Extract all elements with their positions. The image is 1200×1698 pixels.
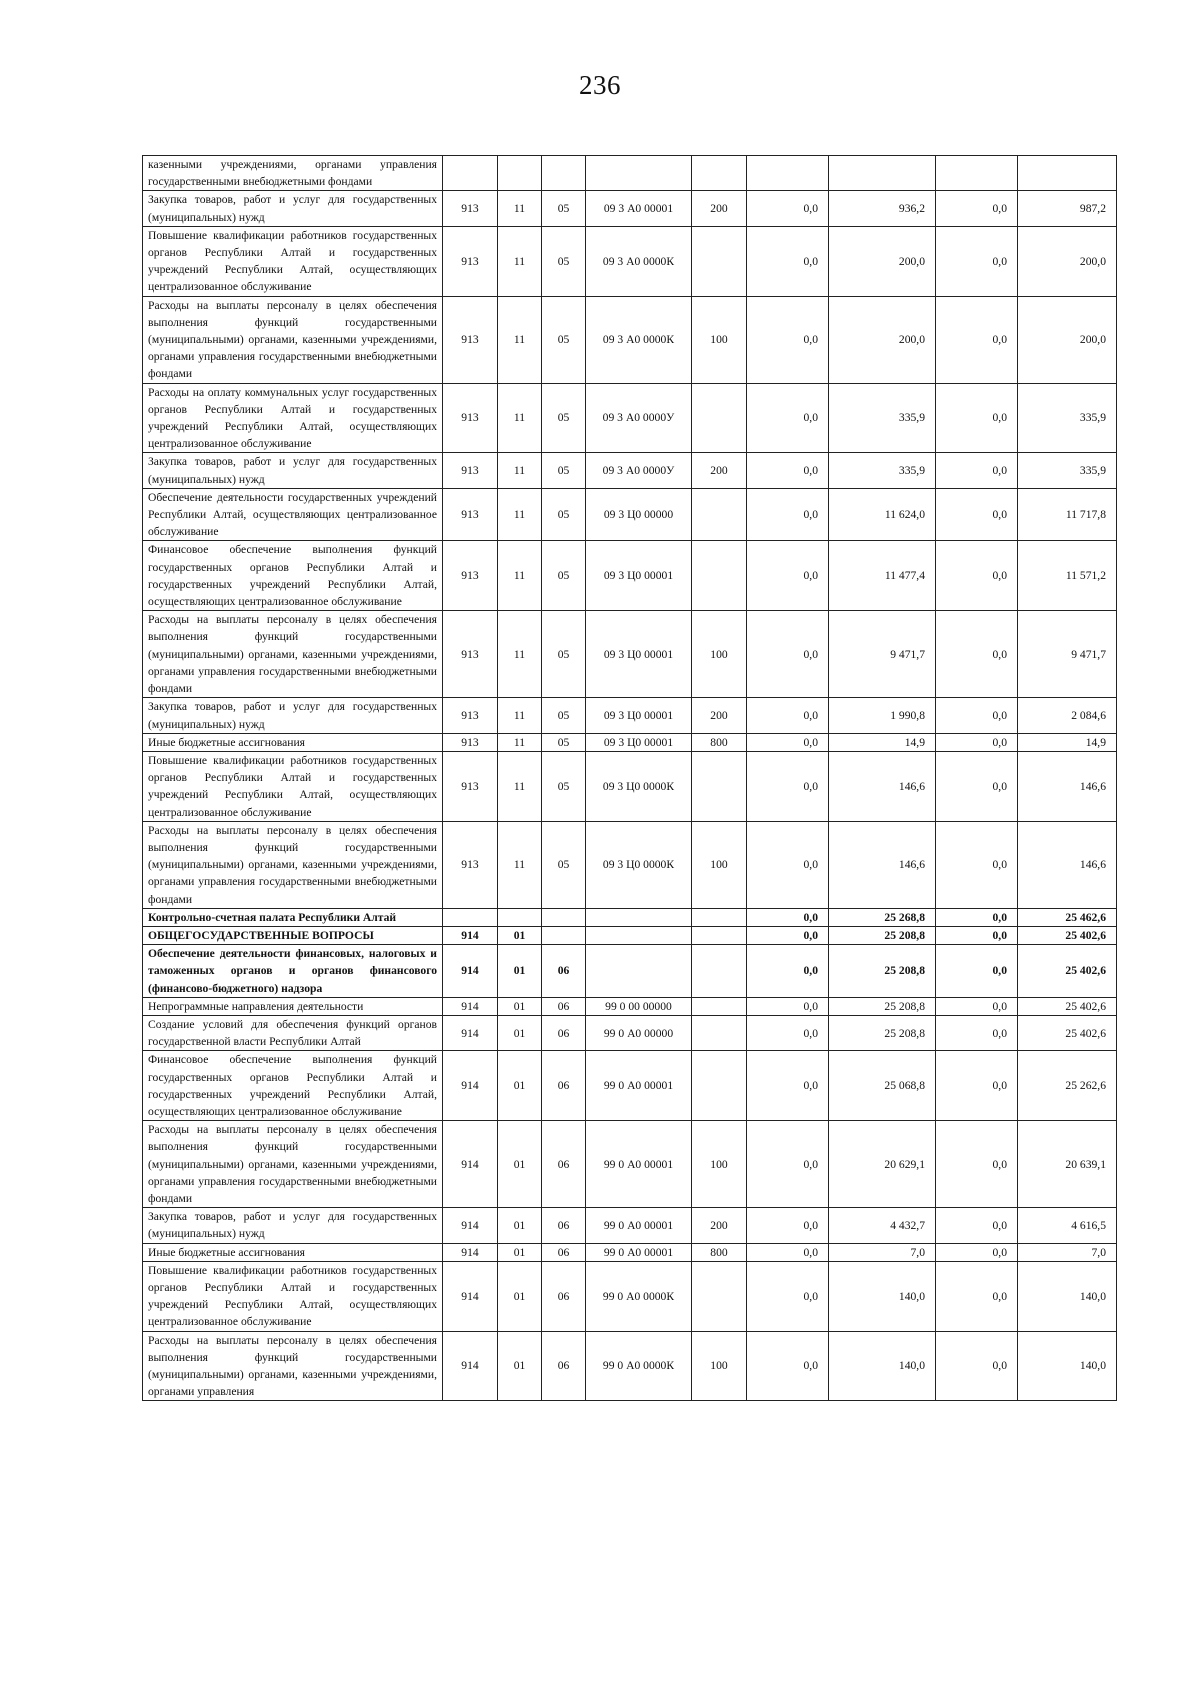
cell-name: Повышение квалификации работников государственных органов Республики Алтай и государственных учреждений Республики Алтай, осуществляющих централизованное обслуживание <box>143 751 443 821</box>
table-row <box>143 1208 1117 1243</box>
cell-name: Контрольно-счетная палата Республики Алтай <box>143 908 443 926</box>
cell-value-3: 0,0 <box>936 926 1018 944</box>
cell-subsection: 05 <box>542 383 586 453</box>
table-row <box>143 611 1117 698</box>
cell-section: 01 <box>498 1121 542 1208</box>
cell-admin-code: 913 <box>443 488 498 541</box>
cell-name: казенными учреждениями, органами управления государственными внебюджетными фондами <box>143 156 443 191</box>
cell-expense-type <box>692 945 747 998</box>
cell-admin-code: 914 <box>443 1331 498 1401</box>
cell-value-4: 200,0 <box>1018 296 1117 383</box>
cell-value-4: 146,6 <box>1018 751 1117 821</box>
cell-subsection: 06 <box>542 1331 586 1401</box>
cell-value-2: 9 471,7 <box>829 611 936 698</box>
cell-subsection <box>542 926 586 944</box>
cell-target-article: 09 3 А0 0000К <box>586 226 692 296</box>
cell-admin-code: 913 <box>443 296 498 383</box>
cell-target-article <box>586 926 692 944</box>
cell-value-1: 0,0 <box>747 733 829 751</box>
cell-target-article: 09 3 Ц0 0000К <box>586 821 692 908</box>
cell-value-3: 0,0 <box>936 751 1018 821</box>
cell-admin-code: 914 <box>443 1051 498 1121</box>
cell-section: 11 <box>498 383 542 453</box>
cell-admin-code: 914 <box>443 997 498 1015</box>
cell-value-2: 20 629,1 <box>829 1121 936 1208</box>
cell-value-2: 936,2 <box>829 191 936 226</box>
table-row <box>143 733 1117 751</box>
cell-target-article: 09 3 А0 0000К <box>586 296 692 383</box>
cell-target-article: 09 3 А0 00001 <box>586 191 692 226</box>
cell-target-article <box>586 156 692 191</box>
cell-expense-type: 800 <box>692 733 747 751</box>
table-row <box>143 191 1117 226</box>
cell-value-4: 14,9 <box>1018 733 1117 751</box>
cell-name: Расходы на выплаты персоналу в целях обеспечения выполнения функций государственными (муниципальными) органами, казенными учреждениями, органами управления государственными внебюджетными фондами <box>143 821 443 908</box>
cell-value-2: 25 068,8 <box>829 1051 936 1121</box>
cell-value-1: 0,0 <box>747 1121 829 1208</box>
cell-value-4: 140,0 <box>1018 1261 1117 1331</box>
cell-admin-code: 913 <box>443 698 498 733</box>
cell-value-4: 20 639,1 <box>1018 1121 1117 1208</box>
cell-value-4: 25 402,6 <box>1018 1015 1117 1050</box>
cell-section: 11 <box>498 488 542 541</box>
cell-value-4: 25 462,6 <box>1018 908 1117 926</box>
cell-value-3: 0,0 <box>936 541 1018 611</box>
cell-admin-code: 914 <box>443 1015 498 1050</box>
cell-value-3: 0,0 <box>936 226 1018 296</box>
cell-section: 01 <box>498 1051 542 1121</box>
cell-target-article: 99 0 А0 0000К <box>586 1331 692 1401</box>
cell-value-1: 0,0 <box>747 1331 829 1401</box>
cell-value-4: 25 402,6 <box>1018 945 1117 998</box>
cell-subsection: 06 <box>542 1208 586 1243</box>
cell-name: Закупка товаров, работ и услуг для государственных (муниципальных) нужд <box>143 453 443 488</box>
cell-expense-type: 100 <box>692 611 747 698</box>
cell-admin-code: 913 <box>443 733 498 751</box>
table-row <box>143 1051 1117 1121</box>
cell-target-article: 09 3 Ц0 00001 <box>586 698 692 733</box>
cell-value-1: 0,0 <box>747 488 829 541</box>
cell-expense-type <box>692 997 747 1015</box>
cell-admin-code: 913 <box>443 751 498 821</box>
cell-value-4: 25 402,6 <box>1018 997 1117 1015</box>
cell-name: Непрограммные направления деятельности <box>143 997 443 1015</box>
table-row <box>143 383 1117 453</box>
cell-value-2: 25 208,8 <box>829 945 936 998</box>
cell-section: 11 <box>498 541 542 611</box>
cell-value-3: 0,0 <box>936 1261 1018 1331</box>
cell-target-article: 99 0 А0 00001 <box>586 1121 692 1208</box>
cell-section: 01 <box>498 926 542 944</box>
cell-name: Финансовое обеспечение выполнения функций государственных органов Республики Алтай и государственных учреждений Республики Алтай, осуществляющих централизованное обслуживание <box>143 541 443 611</box>
cell-section: 01 <box>498 1331 542 1401</box>
cell-expense-type: 800 <box>692 1243 747 1261</box>
cell-value-2: 14,9 <box>829 733 936 751</box>
cell-section: 11 <box>498 733 542 751</box>
cell-expense-type <box>692 1051 747 1121</box>
cell-value-3 <box>936 156 1018 191</box>
cell-admin-code: 913 <box>443 191 498 226</box>
cell-value-4: 2 084,6 <box>1018 698 1117 733</box>
cell-value-1: 0,0 <box>747 1261 829 1331</box>
cell-expense-type <box>692 488 747 541</box>
cell-value-2: 25 208,8 <box>829 1015 936 1050</box>
cell-admin-code <box>443 156 498 191</box>
cell-value-2: 25 208,8 <box>829 997 936 1015</box>
cell-expense-type <box>692 156 747 191</box>
cell-expense-type: 100 <box>692 821 747 908</box>
cell-value-1: 0,0 <box>747 191 829 226</box>
cell-value-4: 140,0 <box>1018 1331 1117 1401</box>
table-row <box>143 1121 1117 1208</box>
cell-value-1: 0,0 <box>747 1208 829 1243</box>
cell-value-1: 0,0 <box>747 751 829 821</box>
cell-subsection: 06 <box>542 1015 586 1050</box>
cell-target-article: 09 3 Ц0 00001 <box>586 733 692 751</box>
cell-name: Иные бюджетные ассигнования <box>143 1243 443 1261</box>
cell-name: Расходы на выплаты персоналу в целях обеспечения выполнения функций государственными (муниципальными) органами, казенными учреждениями, органами управления <box>143 1331 443 1401</box>
cell-value-1 <box>747 156 829 191</box>
table-row <box>143 541 1117 611</box>
cell-name: Закупка товаров, работ и услуг для государственных (муниципальных) нужд <box>143 1208 443 1243</box>
cell-expense-type <box>692 1015 747 1050</box>
cell-value-4: 200,0 <box>1018 226 1117 296</box>
table-row <box>143 226 1117 296</box>
cell-admin-code: 913 <box>443 541 498 611</box>
cell-value-2: 25 268,8 <box>829 908 936 926</box>
cell-subsection: 06 <box>542 1051 586 1121</box>
cell-target-article: 09 3 Ц0 00000 <box>586 488 692 541</box>
cell-section: 11 <box>498 191 542 226</box>
cell-admin-code: 914 <box>443 1208 498 1243</box>
cell-value-2: 146,6 <box>829 821 936 908</box>
cell-value-3: 0,0 <box>936 1121 1018 1208</box>
cell-value-3: 0,0 <box>936 1015 1018 1050</box>
cell-expense-type: 100 <box>692 1331 747 1401</box>
cell-value-3: 0,0 <box>936 611 1018 698</box>
cell-name: Расходы на оплату коммунальных услуг государственных органов Республики Алтай и государственных учреждений Республики Алтай, осуществляющих централизованное обслуживание <box>143 383 443 453</box>
table-row <box>143 997 1117 1015</box>
cell-subsection: 06 <box>542 1243 586 1261</box>
cell-value-3: 0,0 <box>936 1208 1018 1243</box>
cell-subsection: 05 <box>542 296 586 383</box>
cell-name: Повышение квалификации работников государственных органов Республики Алтай и государственных учреждений Республики Алтай, осуществляющих централизованное обслуживание <box>143 226 443 296</box>
cell-target-article: 99 0 00 00000 <box>586 997 692 1015</box>
cell-value-2: 7,0 <box>829 1243 936 1261</box>
cell-subsection: 05 <box>542 453 586 488</box>
cell-expense-type <box>692 926 747 944</box>
cell-section <box>498 908 542 926</box>
cell-value-2: 140,0 <box>829 1331 936 1401</box>
cell-value-4: 11 571,2 <box>1018 541 1117 611</box>
cell-expense-type <box>692 226 747 296</box>
cell-subsection: 06 <box>542 1261 586 1331</box>
cell-value-4: 335,9 <box>1018 383 1117 453</box>
table-body <box>143 156 1117 1401</box>
cell-value-4: 987,2 <box>1018 191 1117 226</box>
cell-subsection: 05 <box>542 488 586 541</box>
cell-value-4: 25 262,6 <box>1018 1051 1117 1121</box>
cell-subsection: 06 <box>542 997 586 1015</box>
cell-value-1: 0,0 <box>747 383 829 453</box>
cell-name: Финансовое обеспечение выполнения функций государственных органов Республики Алтай и государственных учреждений Республики Алтай, осуществляющих централизованное обслуживание <box>143 1051 443 1121</box>
cell-target-article: 99 0 А0 00000 <box>586 1015 692 1050</box>
cell-value-3: 0,0 <box>936 191 1018 226</box>
cell-value-2: 140,0 <box>829 1261 936 1331</box>
cell-value-3: 0,0 <box>936 1331 1018 1401</box>
cell-target-article: 99 0 А0 00001 <box>586 1051 692 1121</box>
cell-subsection: 05 <box>542 611 586 698</box>
cell-value-2: 4 432,7 <box>829 1208 936 1243</box>
cell-subsection: 05 <box>542 698 586 733</box>
cell-value-3: 0,0 <box>936 1243 1018 1261</box>
cell-value-4 <box>1018 156 1117 191</box>
cell-value-4: 4 616,5 <box>1018 1208 1117 1243</box>
cell-value-2: 200,0 <box>829 296 936 383</box>
cell-value-3: 0,0 <box>936 733 1018 751</box>
cell-section: 01 <box>498 1243 542 1261</box>
cell-section: 01 <box>498 1261 542 1331</box>
cell-value-4: 25 402,6 <box>1018 926 1117 944</box>
cell-admin-code: 913 <box>443 383 498 453</box>
cell-name: Создание условий для обеспечения функций органов государственной власти Республики Алтай <box>143 1015 443 1050</box>
cell-section: 01 <box>498 1208 542 1243</box>
cell-subsection: 05 <box>542 541 586 611</box>
cell-expense-type: 200 <box>692 453 747 488</box>
cell-expense-type: 200 <box>692 191 747 226</box>
cell-value-3: 0,0 <box>936 908 1018 926</box>
cell-section: 11 <box>498 296 542 383</box>
cell-value-1: 0,0 <box>747 1243 829 1261</box>
cell-value-1: 0,0 <box>747 1015 829 1050</box>
cell-admin-code <box>443 908 498 926</box>
cell-value-4: 9 471,7 <box>1018 611 1117 698</box>
cell-expense-type <box>692 1261 747 1331</box>
cell-admin-code: 914 <box>443 1121 498 1208</box>
cell-name: Обеспечение деятельности государственных учреждений Республики Алтай, осуществляющих централизованное обслуживание <box>143 488 443 541</box>
table-row <box>143 453 1117 488</box>
cell-value-2: 11 624,0 <box>829 488 936 541</box>
table-row <box>143 156 1117 191</box>
cell-value-1: 0,0 <box>747 226 829 296</box>
cell-admin-code: 913 <box>443 453 498 488</box>
cell-section: 01 <box>498 997 542 1015</box>
cell-section: 11 <box>498 611 542 698</box>
table-row <box>143 488 1117 541</box>
cell-admin-code: 914 <box>443 945 498 998</box>
cell-value-3: 0,0 <box>936 296 1018 383</box>
table-row <box>143 698 1117 733</box>
cell-value-3: 0,0 <box>936 945 1018 998</box>
cell-subsection: 05 <box>542 191 586 226</box>
cell-value-1: 0,0 <box>747 698 829 733</box>
cell-section: 11 <box>498 698 542 733</box>
cell-target-article: 09 3 Ц0 0000К <box>586 751 692 821</box>
cell-name: Иные бюджетные ассигнования <box>143 733 443 751</box>
cell-value-4: 7,0 <box>1018 1243 1117 1261</box>
cell-value-4: 146,6 <box>1018 821 1117 908</box>
cell-value-3: 0,0 <box>936 997 1018 1015</box>
cell-subsection: 05 <box>542 733 586 751</box>
cell-name: Повышение квалификации работников государственных органов Республики Алтай и государственных учреждений Республики Алтай, осуществляющих централизованное обслуживание <box>143 1261 443 1331</box>
cell-value-4: 335,9 <box>1018 453 1117 488</box>
cell-value-1: 0,0 <box>747 926 829 944</box>
cell-section: 11 <box>498 226 542 296</box>
cell-value-3: 0,0 <box>936 383 1018 453</box>
cell-value-2 <box>829 156 936 191</box>
table-row <box>143 1331 1117 1401</box>
cell-name: ОБЩЕГОСУДАРСТВЕННЫЕ ВОПРОСЫ <box>143 926 443 944</box>
cell-value-3: 0,0 <box>936 1051 1018 1121</box>
cell-value-2: 146,6 <box>829 751 936 821</box>
cell-expense-type <box>692 908 747 926</box>
cell-subsection: 06 <box>542 1121 586 1208</box>
cell-section: 11 <box>498 821 542 908</box>
cell-target-article <box>586 945 692 998</box>
cell-subsection: 06 <box>542 945 586 998</box>
cell-value-1: 0,0 <box>747 453 829 488</box>
cell-admin-code: 914 <box>443 1261 498 1331</box>
cell-value-1: 0,0 <box>747 908 829 926</box>
cell-name: Закупка товаров, работ и услуг для государственных (муниципальных) нужд <box>143 191 443 226</box>
cell-target-article: 99 0 А0 0000К <box>586 1261 692 1331</box>
cell-name: Расходы на выплаты персоналу в целях обеспечения выполнения функций государственными (муниципальными) органами, казенными учреждениями, органами управления государственными внебюджетными фондами <box>143 296 443 383</box>
cell-value-2: 1 990,8 <box>829 698 936 733</box>
cell-value-3: 0,0 <box>936 488 1018 541</box>
page-number: 236 <box>579 70 621 100</box>
cell-target-article: 09 3 Ц0 00001 <box>586 611 692 698</box>
cell-name: Обеспечение деятельности финансовых, налоговых и таможенных органов и органов финансового (финансово-бюджетного) надзора <box>143 945 443 998</box>
cell-admin-code: 913 <box>443 821 498 908</box>
cell-admin-code: 913 <box>443 226 498 296</box>
cell-value-2: 11 477,4 <box>829 541 936 611</box>
cell-subsection <box>542 156 586 191</box>
cell-expense-type: 200 <box>692 698 747 733</box>
cell-section: 11 <box>498 453 542 488</box>
budget-table <box>142 155 1117 1401</box>
cell-name: Закупка товаров, работ и услуг для государственных (муниципальных) нужд <box>143 698 443 733</box>
cell-value-2: 335,9 <box>829 453 936 488</box>
cell-admin-code: 913 <box>443 611 498 698</box>
cell-target-article: 09 3 Ц0 00001 <box>586 541 692 611</box>
table-row <box>143 945 1117 998</box>
cell-name: Расходы на выплаты персоналу в целях обеспечения выполнения функций государственными (муниципальными) органами, казенными учреждениями, органами управления государственными внебюджетными фондами <box>143 611 443 698</box>
cell-value-3: 0,0 <box>936 821 1018 908</box>
cell-value-1: 0,0 <box>747 997 829 1015</box>
cell-target-article: 99 0 А0 00001 <box>586 1243 692 1261</box>
cell-value-1: 0,0 <box>747 1051 829 1121</box>
cell-admin-code: 914 <box>443 1243 498 1261</box>
cell-subsection <box>542 908 586 926</box>
cell-value-2: 25 208,8 <box>829 926 936 944</box>
table-row <box>143 751 1117 821</box>
cell-subsection: 05 <box>542 226 586 296</box>
cell-value-2: 200,0 <box>829 226 936 296</box>
cell-value-3: 0,0 <box>936 698 1018 733</box>
cell-value-1: 0,0 <box>747 611 829 698</box>
table-row <box>143 296 1117 383</box>
cell-value-2: 335,9 <box>829 383 936 453</box>
cell-subsection: 05 <box>542 751 586 821</box>
cell-target-article: 09 3 А0 0000У <box>586 383 692 453</box>
cell-value-1: 0,0 <box>747 821 829 908</box>
table-row <box>143 821 1117 908</box>
cell-expense-type: 200 <box>692 1208 747 1243</box>
cell-subsection: 05 <box>542 821 586 908</box>
table-row <box>143 926 1117 944</box>
cell-expense-type <box>692 541 747 611</box>
cell-section: 01 <box>498 1015 542 1050</box>
cell-target-article <box>586 908 692 926</box>
cell-section: 11 <box>498 751 542 821</box>
cell-admin-code: 914 <box>443 926 498 944</box>
cell-value-4: 11 717,8 <box>1018 488 1117 541</box>
table-row <box>143 908 1117 926</box>
cell-value-1: 0,0 <box>747 945 829 998</box>
cell-expense-type: 100 <box>692 296 747 383</box>
cell-section: 01 <box>498 945 542 998</box>
table-row <box>143 1015 1117 1050</box>
cell-expense-type <box>692 383 747 453</box>
cell-value-3: 0,0 <box>936 453 1018 488</box>
cell-value-1: 0,0 <box>747 541 829 611</box>
cell-section <box>498 156 542 191</box>
cell-target-article: 09 3 А0 0000У <box>586 453 692 488</box>
cell-target-article: 99 0 А0 00001 <box>586 1208 692 1243</box>
cell-expense-type: 100 <box>692 1121 747 1208</box>
table-row <box>143 1261 1117 1331</box>
cell-expense-type <box>692 751 747 821</box>
table-row <box>143 1243 1117 1261</box>
cell-name: Расходы на выплаты персоналу в целях обеспечения выполнения функций государственными (муниципальными) органами, казенными учреждениями, органами управления государственными внебюджетными фондами <box>143 1121 443 1208</box>
cell-value-1: 0,0 <box>747 296 829 383</box>
